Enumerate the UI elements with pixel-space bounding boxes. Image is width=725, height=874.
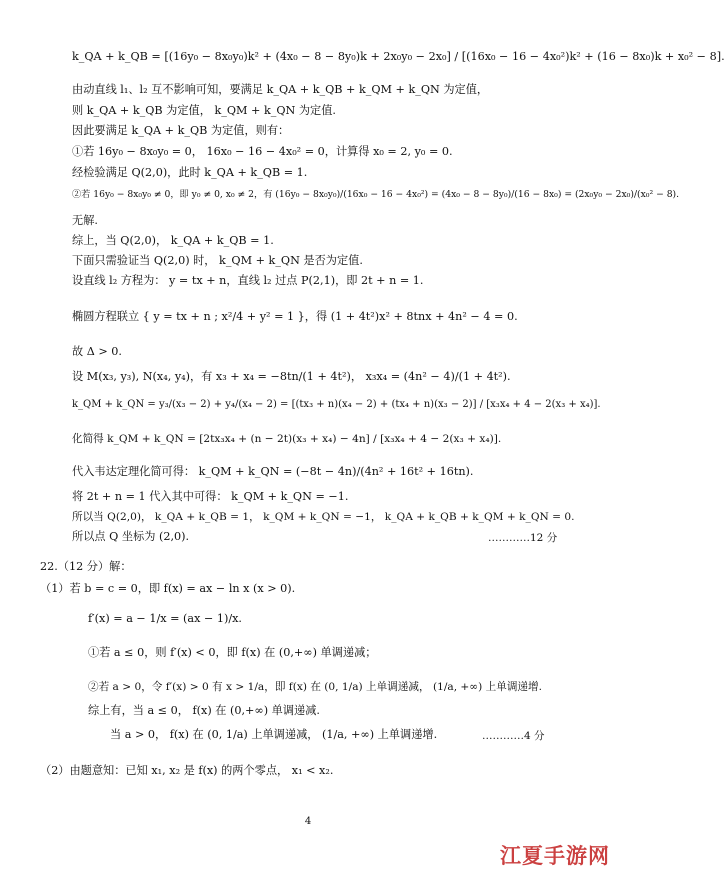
text-line: 由动直线 l₁、l₂ 互不影响可知，要满足 k_QA + k_QB + k_QM + k_QN 为定值，: [72, 83, 489, 96]
text-line: 设直线 l₂ 方程为： y = tx + n，直线 l₂ 过点 P(2,1)，即 2t + n = 1.: [72, 274, 424, 287]
text-line: （1）若 b = c = 0，即 f(x) = ax − ln x (x > 0).: [40, 582, 296, 595]
text-line: 设 M(x₃, y₃), N(x₄, y₄)，有 x₃ + x₄ = −8tn/(1 + 4t²)， x₃x₄ = (4n² − 4)/(1 + 4t²).: [72, 370, 511, 383]
text-line: 当 a > 0， f(x) 在 (0, 1/a) 上单调递减， (1/a, +∞) 上单调递增.: [110, 728, 438, 741]
text-line: 椭圆方程联立 { y = tx + n ; x²/4 + y² = 1 }，得 (1 + 4t²)x² + 8tnx + 4n² − 4 = 0.: [72, 310, 518, 323]
text-line: 经检验满足 Q(2,0)，此时 k_QA + k_QB = 1.: [72, 166, 308, 179]
text-line: 综上，当 Q(2,0)， k_QA + k_QB = 1.: [72, 234, 274, 247]
text-line: 故 Δ > 0.: [72, 345, 122, 358]
score-marker: …………12 分: [488, 532, 558, 544]
question-heading: 22.（12 分）解：: [40, 560, 132, 573]
text-line: 下面只需验证当 Q(2,0) 时， k_QM + k_QN 是否为定值.: [72, 254, 363, 267]
text-line: 所以当 Q(2,0)， k_QA + k_QB = 1， k_QM + k_QN = −1， k_QA + k_QB + k_QM + k_QN = 0.: [72, 511, 575, 523]
text-line: ②若 a > 0，令 f′(x) > 0 有 x > 1/a，即 f(x) 在 (0, 1/a) 上单调递减， (1/a, +∞) 上单调递增.: [88, 681, 542, 693]
text-line: ②若 16y₀ − 8x₀y₀ ≠ 0，即 y₀ ≠ 0, x₀ ≠ 2，有 (16y₀ − 8x₀y₀)/(16x₀ − 16 − 4x₀²) = (4x₀ − 8 − 8y₀)/(16 − 8x₀) = (2x₀y₀ − 2x₀)/(x₀² − 8).: [72, 189, 680, 200]
text-line: 所以点 Q 坐标为 (2,0).: [72, 530, 190, 543]
text-line: ①若 a ≤ 0，则 f′(x) < 0，即 f(x) 在 (0,+∞) 单调递减；: [88, 646, 377, 659]
text-line: ①若 16y₀ − 8x₀y₀ = 0， 16x₀ − 16 − 4x₀² = 0，计算得 x₀ = 2, y₀ = 0.: [72, 145, 453, 158]
text-line: 综上有，当 a ≤ 0， f(x) 在 (0,+∞) 单调递减.: [88, 704, 320, 717]
text-line: 无解.: [72, 214, 98, 227]
page-number: 4: [304, 816, 312, 827]
text-line: 则 k_QA + k_QB 为定值， k_QM + k_QN 为定值.: [72, 104, 336, 117]
text-line: f′(x) = a − 1/x = (ax − 1)/x.: [88, 612, 242, 625]
text-line: k_QM + k_QN = y₃/(x₃ − 2) + y₄/(x₄ − 2) = [(tx₃ + n)(x₄ − 2) + (tx₄ + n)(x₃ − 2)] / [x₃x₄ + 4 − 2(x₃ + x₄)].: [72, 399, 601, 410]
text-line: 化简得 k_QM + k_QN = [2tx₃x₄ + (n − 2t)(x₃ + x₄) − 4n] / [x₃x₄ + 4 − 2(x₃ + x₄)].: [72, 433, 502, 445]
score-marker: …………4 分: [482, 730, 545, 742]
text-line: 将 2t + n = 1 代入其中可得： k_QM + k_QN = −1.: [72, 490, 349, 503]
text-line: 代入韦达定理化简可得： k_QM + k_QN = (−8t − 4n)/(4n² + 16t² + 16tn).: [72, 465, 474, 478]
text-line: 因此要满足 k_QA + k_QB 为定值，则有：: [72, 124, 290, 137]
text-line: （2）由题意知：已知 x₁, x₂ 是 f(x) 的两个零点， x₁ < x₂.: [40, 764, 334, 777]
watermark: 江夏手游网: [500, 844, 610, 868]
text-line: k_QA + k_QB = [(16y₀ − 8x₀y₀)k² + (4x₀ − 8 − 8y₀)k + 2x₀y₀ − 2x₀] / [(16x₀ − 16 − 4x₀²)k² + (16 − 8x₀)k + x₀² − 8].: [72, 50, 725, 63]
